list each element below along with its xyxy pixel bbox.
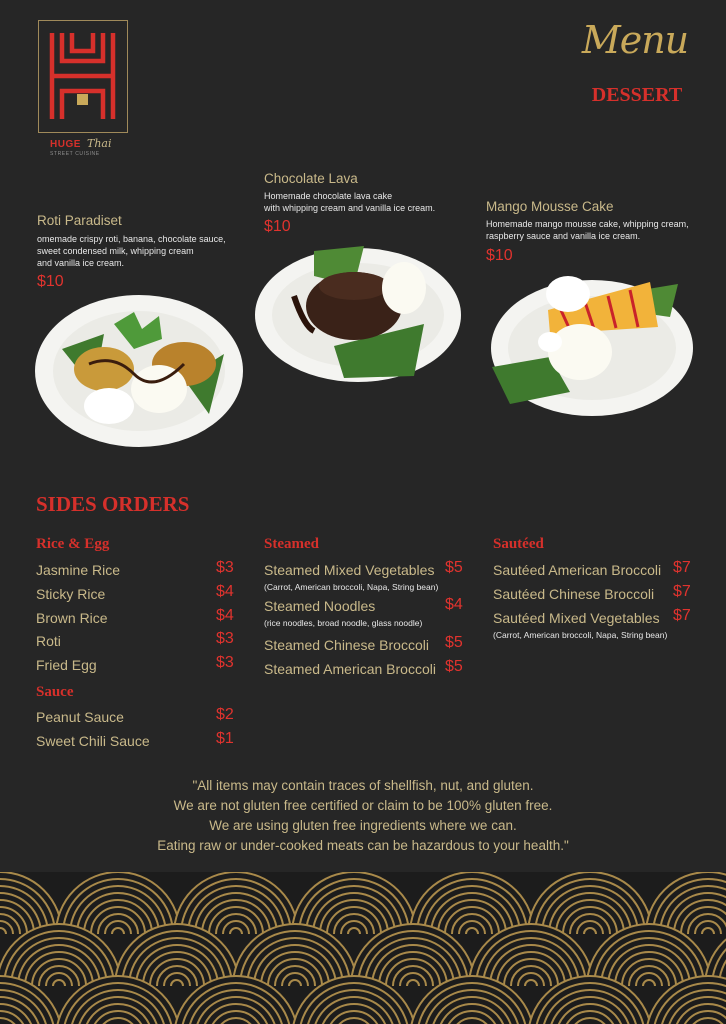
side-item-price: $2 bbox=[216, 706, 234, 723]
side-item-note: (rice noodles, broad noodle, glass noodle) bbox=[264, 618, 423, 628]
brand-tagline: STREET CUISINE bbox=[50, 151, 100, 157]
side-item-price: $7 bbox=[673, 559, 691, 576]
disclaimer-line: "All items may contain traces of shellfish, nut, and gluten. bbox=[192, 778, 534, 793]
side-item-price: $5 bbox=[445, 658, 463, 675]
sides-orders-title: SIDES ORDERS bbox=[36, 492, 190, 516]
side-item-name: Roti bbox=[36, 633, 61, 649]
category-rice-egg: Rice & Egg bbox=[36, 536, 110, 552]
side-item-price: $7 bbox=[673, 583, 691, 600]
side-item-name: Steamed American Broccoli bbox=[264, 661, 436, 677]
side-item-name: Sautéed American Broccoli bbox=[493, 562, 662, 578]
side-item-name: Steamed Noodles bbox=[264, 598, 376, 614]
logo bbox=[38, 20, 128, 133]
side-item-name: Sweet Chili Sauce bbox=[36, 733, 150, 749]
logo-mark-icon bbox=[39, 21, 126, 131]
dessert-description bbox=[264, 190, 435, 214]
dessert-name: Chocolate Lava bbox=[264, 171, 358, 186]
dessert-name: Mango Mousse Cake bbox=[486, 199, 614, 214]
side-item-name: Sautéed Chinese Broccoli bbox=[493, 586, 655, 602]
disclaimer-line: We are not gluten free certified or claim to be 100% gluten free. bbox=[173, 798, 553, 813]
side-item-price: $7 bbox=[673, 607, 691, 624]
side-item-price: $4 bbox=[216, 583, 234, 600]
wave-pattern-decoration bbox=[0, 872, 726, 1024]
allergen-disclaimer bbox=[0, 776, 726, 856]
side-item-name: Jasmine Rice bbox=[36, 562, 121, 578]
side-item-price: $4 bbox=[216, 607, 234, 624]
brand-script: Thai bbox=[87, 137, 112, 150]
dessert-photo-mango-mousse bbox=[490, 272, 694, 418]
dessert-description bbox=[37, 233, 226, 269]
brand-name: HUGE bbox=[50, 139, 81, 150]
dessert-price: $10 bbox=[264, 218, 291, 235]
desc-line: Homemade mango mousse cake, whipping cream, bbox=[486, 219, 689, 229]
side-item-name: Fried Egg bbox=[36, 657, 97, 673]
desc-line: raspberry sauce and vanilla ice cream. bbox=[486, 231, 641, 241]
category-steamed: Steamed bbox=[264, 536, 319, 552]
dessert-name: Roti Paradiset bbox=[37, 213, 122, 228]
side-item-price: $5 bbox=[445, 559, 463, 576]
side-item-price: $4 bbox=[445, 596, 463, 613]
desc-line: and vanilla ice cream. bbox=[37, 258, 125, 268]
disclaimer-line: Eating raw or under-cooked meats can be hazardous to your health." bbox=[157, 838, 569, 853]
side-item-name: Steamed Chinese Broccoli bbox=[264, 637, 429, 653]
side-item-price: $3 bbox=[216, 630, 234, 647]
side-item-name: Peanut Sauce bbox=[36, 709, 124, 725]
category-sauce: Sauce bbox=[36, 684, 74, 700]
side-item-name: Steamed Mixed Vegetables bbox=[264, 562, 435, 578]
side-item-price: $1 bbox=[216, 730, 234, 747]
side-item-name: Brown Rice bbox=[36, 610, 108, 626]
side-item-price: $3 bbox=[216, 559, 234, 576]
desc-line: with whipping cream and vanilla ice cream. bbox=[264, 203, 436, 213]
category-sauteed: Sautéed bbox=[493, 536, 544, 552]
dessert-description bbox=[486, 218, 689, 242]
side-item-name: Sticky Rice bbox=[36, 586, 106, 602]
side-item-price: $5 bbox=[445, 634, 463, 651]
desc-line: Homemade chocolate lava cake bbox=[264, 191, 393, 201]
side-item-price: $3 bbox=[216, 654, 234, 671]
side-item-note: (Carrot, American broccoli, Napa, String bean) bbox=[493, 630, 668, 640]
dessert-photo-roti bbox=[34, 294, 244, 448]
dessert-photo-chocolate-lava bbox=[254, 246, 462, 384]
dessert-price: $10 bbox=[37, 273, 64, 290]
desc-line: omemade crispy roti, banana, chocolate sauce, bbox=[37, 234, 226, 244]
section-title-dessert: DESSERT bbox=[591, 84, 683, 106]
desc-line: sweet condensed milk, whipping cream bbox=[37, 246, 194, 256]
side-item-note: (Carrot, American broccoli, Napa, String bean) bbox=[264, 582, 439, 592]
disclaimer-line: We are using gluten free ingredients where we can. bbox=[209, 818, 517, 833]
dessert-price: $10 bbox=[486, 247, 513, 264]
menu-title: Menu bbox=[581, 18, 689, 62]
side-item-name: Sautéed Mixed Vegetables bbox=[493, 610, 660, 626]
